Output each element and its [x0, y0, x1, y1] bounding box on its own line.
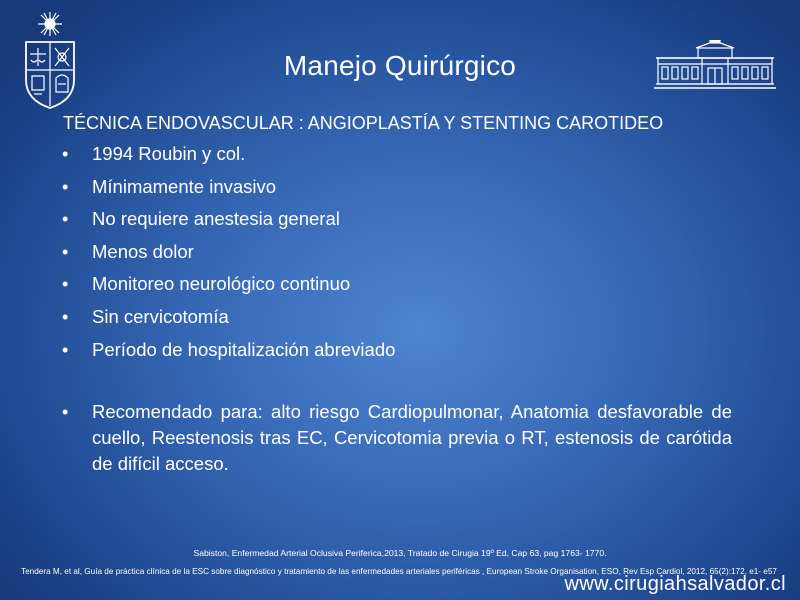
- list-item-text: Menos dolor: [92, 240, 194, 262]
- slide-title: Manejo Quirúrgico: [283, 50, 517, 81]
- list-item: [60, 273, 740, 306]
- list-item: [60, 241, 740, 274]
- list-item-text: Mínimamente invasivo: [92, 175, 277, 197]
- list-item-text: Monitoreo neurológico continuo: [92, 273, 351, 295]
- list-item-text: No requiere anestesia general: [92, 208, 340, 230]
- bullet-icon: •: [62, 274, 69, 295]
- list-item: [60, 339, 740, 372]
- list-item-text: 1994 Roubin y col.: [92, 143, 246, 164]
- list-item: [60, 208, 740, 241]
- website-url: www.cirugiahsalvador.cl: [564, 573, 786, 595]
- bullet-icon: •: [62, 402, 69, 422]
- recommendation-bullet: [60, 399, 732, 477]
- bullet-icon: •: [62, 339, 69, 360]
- list-item: [60, 306, 740, 339]
- slide-subtitle: TÉCNICA ENDOVASCULAR : ANGIOPLASTÍA Y STENTING CAROTIDEO: [63, 113, 664, 133]
- bullet-icon: •: [62, 144, 69, 164]
- bullet-icon: •: [62, 176, 69, 197]
- list-item: [60, 176, 740, 209]
- list-item-text: Sin cervicotomía: [92, 305, 229, 327]
- reference-sabiston: Sabiston, Enfermedad Arterial Oclusiva Periferica,2013, Tratado de Cirugia 19º Ed, Cap 63, pag 1763- 1770.: [193, 548, 607, 558]
- bullet-icon: •: [62, 306, 69, 327]
- bullet-list: [60, 143, 740, 371]
- list-item-text: Período de hospitalización abreviado: [92, 338, 396, 360]
- reference-tendera: Tendera M, et al, Guía de práctica clínica de la ESC sobre diagnóstico y tratamiento de las enfermedades arteriales periféricas , European Stroke Organisation, ESO, Rev Esp Cardiol, 2012, 65(2):172, e1- e57: [21, 567, 777, 576]
- bullet-icon: •: [62, 241, 69, 262]
- recommendation-text: Recomendado para: alto riesgo Cardiopulmonar, Anatomia desfavorable de cuello, Reestenosis tras EC, Cervicotomia previa o RT, estenosis de carótida de difícil acceso.: [92, 401, 732, 474]
- bullet-icon: •: [62, 209, 69, 230]
- list-item: [60, 143, 740, 176]
